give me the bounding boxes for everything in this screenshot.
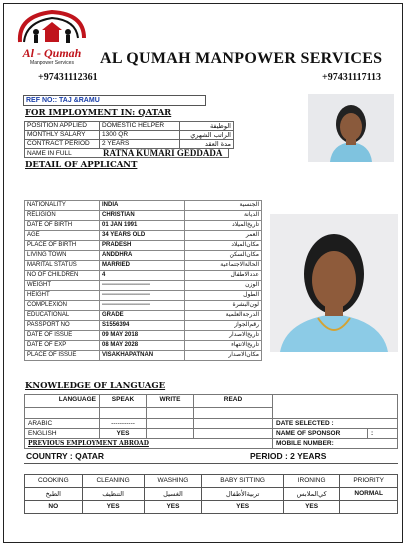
table-row [25, 131, 234, 140]
mobile-number: MOBILE NUMBER: [273, 439, 398, 449]
speak-header: SPEAK [100, 395, 147, 408]
row-label: DATE OF ISSUE [25, 331, 100, 341]
row-label: WEIGHT [25, 281, 100, 291]
row-arabic: تاريخ‌الميلاد [185, 221, 262, 231]
skill-arabic: الغسيل [144, 488, 202, 501]
language-write [147, 429, 194, 439]
row-arabic: لون‌البشرة [185, 301, 262, 311]
row-value: 01 JAN 1991 [100, 221, 185, 231]
row-label: DATE OF BIRTH [25, 221, 100, 231]
row-value: INDIA [100, 201, 185, 211]
row-label: EDUCATIONAL [25, 311, 100, 321]
row-label: DATE OF EXP [25, 341, 100, 351]
skill-arabic: كي‌الملابس [283, 488, 339, 501]
language-cell [147, 408, 194, 419]
country: COUNTRY : QATAR [26, 451, 105, 461]
skill-header: PRIORITY [340, 475, 398, 488]
row-value: 09 MAY 2018 [100, 331, 185, 341]
skill-arabic: تربية‌الأطفال [202, 488, 284, 501]
employment-heading: FOR IMPLOYMENT IN: QATAR [25, 108, 172, 118]
row-arabic: الجنسية [185, 201, 262, 211]
row-value: GRADE [100, 311, 185, 321]
row-label: NO OF CHILDREN [25, 271, 100, 281]
company-name: AL QUMAH MANPOWER SERVICES [100, 50, 383, 67]
language-cell [25, 408, 100, 419]
row-arabic: الدرجة‌العلمية [185, 311, 262, 321]
table-row [25, 221, 262, 231]
row-arabic: مكان‌الميلاد [185, 241, 262, 251]
table-row [25, 271, 262, 281]
row-value: ------------------------ [100, 301, 185, 311]
application-sheet [3, 3, 403, 543]
table-row [25, 311, 262, 321]
sponsor-colon: : [368, 429, 398, 439]
row-value: VISAKHAPATNAN [100, 351, 185, 361]
table-row [25, 341, 262, 351]
table-row [25, 351, 262, 361]
table-row [25, 439, 398, 449]
applicant-heading: DETAIL OF APPLICANT [25, 160, 138, 170]
skill-value: YES [144, 501, 202, 514]
applicant-table [24, 200, 262, 361]
table-row [25, 201, 262, 211]
write-header: WRITE [147, 395, 194, 408]
skill-arabic: الطبخ [25, 488, 83, 501]
row-label: CONTRACT PERIOD [25, 140, 100, 149]
previous-employment: PREVIOUS EMPLOYMENT ABROAD [25, 439, 273, 449]
row-arabic: تاريخ‌الانتهاء [185, 341, 262, 351]
phone-right: +97431117113 [322, 72, 382, 83]
row-value: CHRISTIAN [100, 211, 185, 221]
skill-header: IRONING [283, 475, 339, 488]
row-label: RELIGION [25, 211, 100, 221]
row-value: MARRIED [100, 261, 185, 271]
table-row [25, 122, 234, 131]
row-label: LIVING TOWN [25, 251, 100, 261]
row-arabic: الديانة [185, 211, 262, 221]
row-label: COMPLEXION [25, 301, 100, 311]
language-cell [100, 408, 147, 419]
row-label: PASSPORT NO [25, 321, 100, 331]
table-row [25, 419, 398, 429]
row-label: PLACE OF ISSUE [25, 351, 100, 361]
employment-table [24, 121, 234, 149]
language-cell [194, 408, 273, 419]
table-row [25, 261, 262, 271]
row-arabic: الوظيفة [180, 122, 234, 131]
row-arabic: الحالة‌الاجتماعية [185, 261, 262, 271]
row-arabic: الوزن [185, 281, 262, 291]
table-row [25, 241, 262, 251]
row-label: POSITION APPLIED [25, 122, 100, 131]
table-row [25, 251, 262, 261]
row-label: HEIGHT [25, 291, 100, 301]
row-label: AGE [25, 231, 100, 241]
language-heading: KNOWLEDGE OF LANGUAGE [25, 381, 166, 391]
ref-number: REF NO:: TAJ &RAMU [23, 95, 206, 106]
table-row [25, 211, 262, 221]
table-row [25, 291, 262, 301]
table-row [25, 321, 262, 331]
name-row [24, 148, 229, 158]
language-speak: ----------- [100, 419, 147, 429]
table-row [25, 488, 398, 501]
table-row [25, 408, 398, 419]
row-arabic: عددالاطفال [185, 271, 262, 281]
skill-value: YES [283, 501, 339, 514]
row-value: 34 YEARS OLD [100, 231, 185, 241]
row-value: 2 YEARS [100, 140, 180, 149]
name-label: NAME IN FULL [27, 150, 72, 157]
row-value: 4 [100, 271, 185, 281]
language-header: LANGUAGE [25, 395, 100, 408]
applicant-photo-large [270, 214, 398, 352]
row-label: MONTHLY SALARY [25, 131, 100, 140]
sponsor-name: NAME OF SPONSOR [273, 429, 368, 439]
table-row [25, 501, 398, 514]
row-arabic: الراتب الشهري [180, 131, 234, 140]
row-value: ------------------------ [100, 281, 185, 291]
row-value: PRADESH [100, 241, 185, 251]
row-value: DOMESTIC HELPER [100, 122, 180, 131]
table-row [25, 231, 262, 241]
blank-cell [273, 395, 398, 408]
table-row [25, 281, 262, 291]
skill-arabic: التنظيف [82, 488, 144, 501]
row-arabic: مدة العقد [180, 140, 234, 149]
read-header: READ [194, 395, 273, 408]
applicant-photo-small [308, 94, 394, 162]
row-label: MARITAL STATUS [25, 261, 100, 271]
logo-name: Al - Qumah [22, 46, 82, 60]
language-read [194, 419, 273, 429]
table-row [25, 331, 262, 341]
row-value: 08 MAY 2028 [100, 341, 185, 351]
table-row [25, 475, 398, 488]
row-arabic: مكان‌الاصدار [185, 351, 262, 361]
row-arabic: تاريخ‌الاصدار [185, 331, 262, 341]
company-logo [14, 8, 90, 48]
skill-header: BABY SITTING [202, 475, 284, 488]
logo-subtitle: Manpower Services [30, 60, 74, 66]
divider [24, 463, 398, 464]
table-row [25, 429, 398, 439]
skill-header: COOKING [25, 475, 83, 488]
skill-value: YES [202, 501, 284, 514]
row-arabic: مكان‌السكن [185, 251, 262, 261]
blank-cell [273, 408, 398, 419]
skills-table [24, 474, 398, 514]
row-arabic: رقم‌الجواز [185, 321, 262, 331]
skill-value: NO [25, 501, 83, 514]
name-value: RATNA KUMARI GEDDADA [103, 148, 223, 158]
row-arabic: العمر [185, 231, 262, 241]
phone-left: +97431112361 [38, 72, 98, 83]
period: PERIOD : 2 YEARS [250, 451, 327, 461]
row-value: ANDDHRA [100, 251, 185, 261]
row-label: NATIONALITY [25, 201, 100, 211]
row-value: ------------------------ [100, 291, 185, 301]
table-row [25, 301, 262, 311]
row-value: 1300 QR [100, 131, 180, 140]
skill-value: YES [82, 501, 144, 514]
table-row [25, 395, 398, 408]
language-write [147, 419, 194, 429]
language-read [194, 429, 273, 439]
language-table [24, 394, 398, 449]
skill-header: WASHING [144, 475, 202, 488]
priority-value: NORMAL [340, 488, 398, 501]
row-value: S1556394 [100, 321, 185, 331]
date-selected: DATE SELECTED : [273, 419, 398, 429]
row-label: PLACE OF BIRTH [25, 241, 100, 251]
language-speak: YES [100, 429, 147, 439]
skill-header: CLEANING [82, 475, 144, 488]
skill-value [340, 501, 398, 514]
language-name: ENGLISH [25, 429, 100, 439]
language-name: ARABIC [25, 419, 100, 429]
row-arabic: الطول [185, 291, 262, 301]
